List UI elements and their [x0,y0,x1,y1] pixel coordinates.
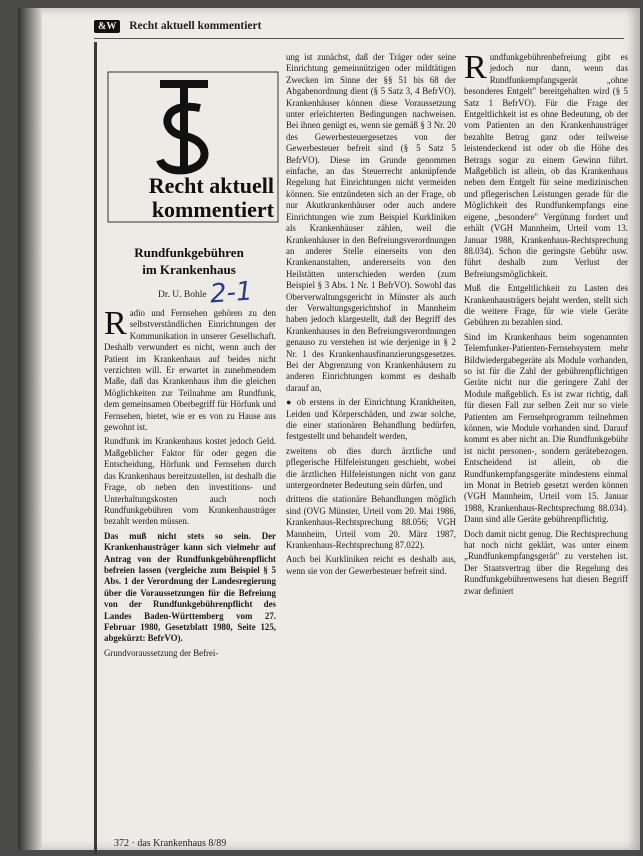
page-footer: 372 · das Krankenhaus 8/89 [114,838,227,849]
handwritten-annotation: 2-1 [209,276,254,310]
article-title [104,244,274,278]
magazine-page [18,8,640,850]
badge-line-1: Recht aktuell [148,173,274,198]
binding-spine [18,8,42,850]
header-rule [94,38,624,39]
author: Dr. U. Bohle [158,290,207,300]
col2-para-5: Auch bei Kurkliniken reicht es deshalb aus, wenn sie von der Gewerbesteuer befreit sind. [286,554,456,576]
article-badge [106,174,274,222]
col3-para-4: Doch damit nicht genug. Die Rechtsprechung hat noch nicht geklärt, was unter einem „Rundfunkempfangsgerät" zu verstehen ist. Der Staatsvertrag über die Regelung des Rundfunkgebührenwesens hat diesen Begriff zwar definiert [464,528,628,596]
publication-logo: &W [94,20,120,33]
margin-rule [94,42,97,854]
col2-para-3: zweitens ob dies durch ärztliche und pflegerische Hilfeleistungen geschieht, wobei die ärztlichen Hilfeleistungen nicht von ganz untergeordneter Bedeutung sein dürfen, und [286,445,456,491]
col1-para-4: Grundvoraussetzung der Befrei- [104,647,219,658]
col1-para-3: Das muß nicht stets so sein. Der Krankenhausträger kann sich vielmehr auf Antrag von der Rundfunkgebührenpflicht befreien lassen (vergleiche zum Beispiel § 5 Abs. 1 der Verordnung der Landesregierung über die Voraussetzungen für die Befreiung von der Rundfunkgebührenpflicht des Landes Baden-Württemberg vom 27. Februar 1980, Gesetzblatt 1980, Seite 125, abgekürzt: BefrVO). [104,530,276,644]
col2-para-4: drittens die stationäre Behandlungen möglich sind (OVG Münster, Urteil vom 20. Mai 1986, Krankenhaus-Rechtsprechung 88.056; VGH Mannheim, Urteil vom 20. März 1987, Krankenhaus-Rechtsprechung 87.022). [286,494,456,551]
col3-para-2: Muß die Entgeltlichkeit zu Lasten des Krankenhausträgers bejaht werden, stellt sich die weitere Frage, für wie viele Geräte Gebühren zu bezahlen sind. [464,283,628,328]
column-1 [104,305,276,662]
drop-cap-col3: R [464,49,487,86]
drop-cap: R [104,305,127,342]
col3-text-1: undfunkgebührenbefreiung gibt es jedoch nur dann, wenn das Rundfunkempfangsgerät „ohne besonderes Entgelt" bereitgehalten wird (§ 5 Satz 1 BefrVO). Für die Frage der Entgeltlichkeit ist es ohne Bedeutung, ob der vom Patienten an den Krankenhausträger bezahlte Betrag ganz oder teilweise leistendeckend ist oder ob die Höhe des Betrags sogar zu einem Gewinn führt. Maßgeblich ist allein, ob das Krankenhaus neben dem Entgelt für seine medizinischen und pflegerischen Leistungen gerade für die Möglichkeit des Rundfunkempfangs eine eigene, „besondere" Vergütung fordert und erhält (VGH Mannheim, Urteil vom 13. Januar 1988, Krankenhaus-Rechtsprechung 88.034). Schon die geringste Gebühr usw. führt deshalb zum Verlust der Befreiungsmöglichkeit. [464,52,628,279]
col1-para-1 [104,305,276,433]
title-line-1: Rundfunkgebühren [134,245,244,260]
column-2 [286,52,456,580]
col2-para-1: ung ist zunächst, daß der Träger oder seine Einrichtung gemeinnützigen oder mildtätigen Zwecken im Sinne der §§ 51 bis 68 der Abgabenordnung dient (§ 5 Satz 3, 4 BefrVO). Krankenhäuser können diese Voraussetzung unter erleichterten Bedingungen nachweisen. Bei ihnen genügt es, wenn sie gemäß § 3 Nr. 20 des Gewerbesteuergesetzes von der Gewerbesteuer befreit sind (§ 5 Satz 5 BefrVO). Diese im Grunde genommen einfache, an das Steuerrecht anknüpfende Regelung hat Einrichtungen nicht vermeiden können. Sie entzündeten sich an der Frage, ob nur Akutkrankenhäuser oder auch andere Einrichtungen wie zum Beispiel Kurkliniken als Krankenhäuser zählen, weil die Krankenhäuser in den Befreiungsverordnungen an anderer Stelle einerseits von den Krankenanstalten, andererseits von den Heilstätten unterschieden werden (zum Beispiel § 3 Abs. 1 Nr. 1 BefrVO). Sowohl das Oberverwaltungsgericht in Münster als auch der Verwaltungsgerichtshof in Mannheim haben jedoch klargestellt, daß der Begriff des Krankenhauses in den Befreiungsverordnungen genauso zu verstehen ist wie derjenige in § 2 Nr. 1 des Krankenhausfinanzierungsgesetzes. Bei der Abgrenzung von Krankenhäusern zu anderen Einrichtungen kommt es deshalb darauf an, [286,52,456,393]
col2-para-2: ● ob erstens in der Einrichtung Krankheiten, Leiden und Körperschäden, und zwar solche, die einer stationären Behandlung bedürfen, festgestellt und behandelt werden, [286,397,456,442]
page-header [94,20,261,33]
col3-para-1 [464,49,628,280]
column-3 [464,49,628,600]
col1-text-1: adio und Fernsehen gehören zu den selbstverständlichen Einrichtungen der Kommunikation in unserer Gesellschaft. Deshalb verwundert es nicht, wenn auch der Patient im Krankenhaus auf beides nicht verzichten will. Er erwartet in zunehmendem Maße, daß das Krankenhaus ihm die gleichen Möglichkeiten zur Teilnahme am Rundfunk, dem gemeinsamen Oberbegriff für Hörfunk und Fernsehen, bietet, wie er es von zu Hause aus gewohnt ist. [104,308,276,433]
col1-para-2: Rundfunk im Krankenhaus kostet jedoch Geld. Maßgeblicher Faktor für oder gegen die Entscheidung, Hörfunk und Fernsehen durch das Krankenhaus bereitzustellen, ist deshalb die Frage, ob neben den investitions- und Unterhaltungskosten auch noch Rundfunkgebühren vom Krankenhausträger bezahlt werden müssen. [104,436,276,527]
title-line-2: im Krankenhaus [142,262,236,277]
col3-para-3: Sind im Krankenhaus beim sogenannten Telemfunker-Patienten-Fernsehsystem mehr Bildwiedergabegeräte als Module vorhanden, so ist für die Zahl der gebührenpflichtigen Geräte nicht nur die geringere Zahl der Module maßgeblich. Es ist zwar richtig, daß für diesen Fall zur selben Zeit nur so viele Patienten am Fernsehprogramm teilnehmen können, wie Module vorhanden sind. Darauf kommt es aber nicht an. Die Rundfunkgebühr ist nicht personen-, sondern gerätebezogen. Entscheidend ist allein, ob die Rundfunkempfangsgeräte mindestens einmal im Monat in Betrieb gesetzt werden können (VGH Mannheim, Urteil vom 15. Januar 1988, Krankenhaus-Rechtsprechung 88.034). Dann sind alle Geräte gebührenpflichtig. [464,331,628,525]
badge-line-2: kommentiert [151,197,274,222]
section-title: Recht aktuell kommentiert [129,20,262,32]
